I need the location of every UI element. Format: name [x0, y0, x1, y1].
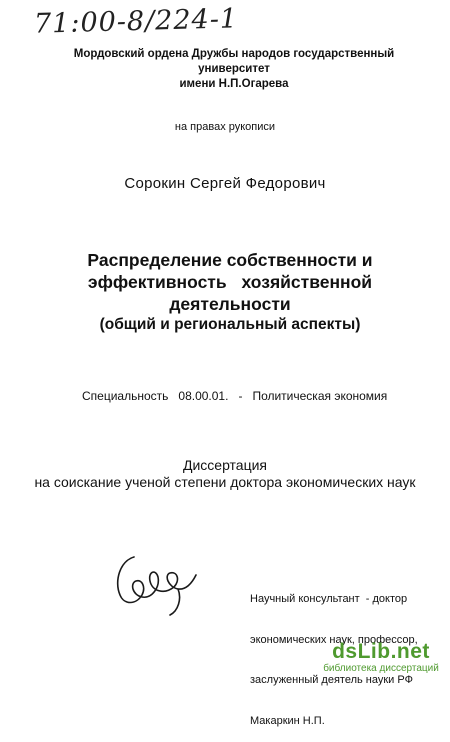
title-line2: эффективность хозяйственной — [87, 272, 373, 292]
university-name-line2: имени Н.П.Огарева — [179, 78, 289, 90]
title-line1: Распределение собственности и — [87, 250, 373, 270]
consultant-line1: Научный консультант - доктор — [250, 593, 408, 605]
consultant-line3: заслуженный деятель науки РФ — [250, 674, 413, 686]
watermark-subtitle: библиотека диссертаций — [323, 663, 439, 674]
consultant-line4: Макаркин Н.П. — [250, 714, 325, 727]
dissertation-purpose-block — [0, 457, 450, 491]
dslib-watermark[interactable] — [318, 640, 444, 674]
watermark-logo[interactable]: dsLib.net — [332, 640, 430, 663]
specialty-line: Специальность 08.00.01. - Политическая экономия — [82, 389, 388, 403]
title-line3: деятельности — [169, 294, 291, 314]
dissertation-subtitle: (общий и региональный аспекты) — [99, 316, 361, 333]
university-name — [44, 47, 424, 92]
dissertation-title — [40, 249, 420, 315]
dissertation-heading: Диссертация — [182, 457, 268, 473]
university-name-line1: Мордовский ордена Дружбы народов государственный университет — [73, 48, 395, 75]
handwritten-signature — [112, 543, 212, 618]
handwritten-catalog-code: 71:00-8/224-1 — [33, 3, 239, 40]
manuscript-rights-note: на правах рукописи — [174, 121, 276, 133]
author-name: Сорокин Сергей Федорович — [124, 175, 326, 192]
consultant-line2: экономических наук, профессор, — [250, 633, 418, 646]
degree-purpose: на соискание ученой степени доктора экономических наук — [34, 474, 416, 490]
